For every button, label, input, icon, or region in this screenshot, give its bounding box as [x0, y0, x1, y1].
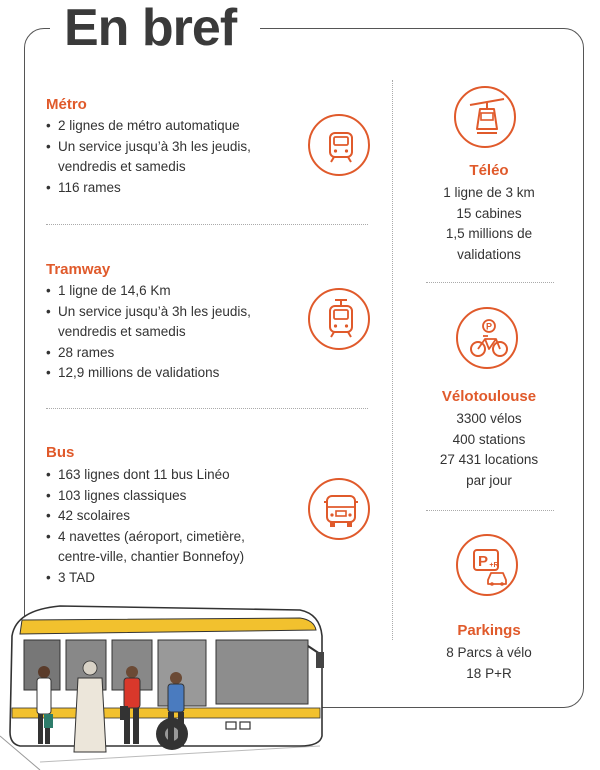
teleo-line: 15 cabines [456, 205, 522, 221]
list-item: • Un service jusqu’à 3h les jeudis, [46, 302, 251, 323]
teleo-title: Téléo [469, 162, 509, 179]
tramway-list [46, 281, 251, 384]
velotoulouse-line: 27 431 locations [439, 452, 539, 467]
parkings-title: Parkings [457, 622, 521, 639]
bus-illustration [0, 596, 340, 770]
velotoulouse-block [414, 388, 564, 491]
list-item: • 28 rames [46, 343, 251, 364]
divider [46, 224, 368, 225]
teleo-line: 1,5 millions de [445, 226, 533, 241]
metro-train-icon [308, 114, 370, 176]
list-item: • 2 lignes de métro automatique [46, 116, 251, 137]
bus-title: Bus [46, 444, 75, 461]
list-item: • 116 rames [46, 178, 251, 199]
velotoulouse-line: 3300 vélos [456, 411, 522, 426]
list-item: vendredis et samedis [58, 159, 186, 174]
parkings-block [414, 622, 564, 684]
column-divider [392, 80, 393, 640]
tramway-title: Tramway [46, 261, 111, 278]
bike-parking-icon [456, 307, 518, 369]
metro-list [46, 116, 251, 198]
velotoulouse-line: par jour [466, 472, 512, 488]
teleo-block [414, 162, 564, 265]
cable-car-icon [454, 86, 516, 148]
list-item: centre-ville, chantier Bonnefoy) [58, 549, 245, 564]
page-title: En bref [64, 0, 237, 57]
svg-text:P: P [485, 321, 493, 332]
park-letter: P [477, 553, 489, 570]
park-ride-label: +R [489, 562, 499, 569]
list-item: • 163 lignes dont 11 bus Linéo [46, 465, 245, 486]
list-item: • 103 lignes classiques [46, 486, 245, 507]
bus-icon [308, 478, 370, 540]
list-item: • 1 ligne de 14,6 Km [46, 281, 251, 302]
divider [426, 282, 554, 283]
teleo-line: 1 ligne de 3 km [443, 185, 535, 200]
bus-list [46, 465, 245, 588]
list-item: • 42 scolaires [46, 506, 245, 527]
teleo-line: validations [457, 246, 521, 262]
list-item: vendredis et samedis [58, 324, 186, 339]
parkings-line: 8 Parcs à vélo [446, 645, 532, 660]
velotoulouse-title: Vélotoulouse [441, 388, 537, 405]
metro-title: Métro [46, 96, 87, 113]
tram-icon [308, 288, 370, 350]
list-item: • 4 navettes (aéroport, cimetière, [46, 527, 245, 548]
list-item: • 3 TAD [46, 568, 245, 589]
velotoulouse-line: 400 stations [452, 431, 526, 447]
list-item: • 12,9 millions de validations [46, 363, 251, 384]
parkings-line: 18 P+R [466, 665, 512, 681]
divider [46, 408, 368, 409]
park-and-ride-icon [456, 534, 518, 596]
divider [426, 510, 554, 511]
list-item: • Un service jusqu’à 3h les jeudis, [46, 137, 251, 158]
